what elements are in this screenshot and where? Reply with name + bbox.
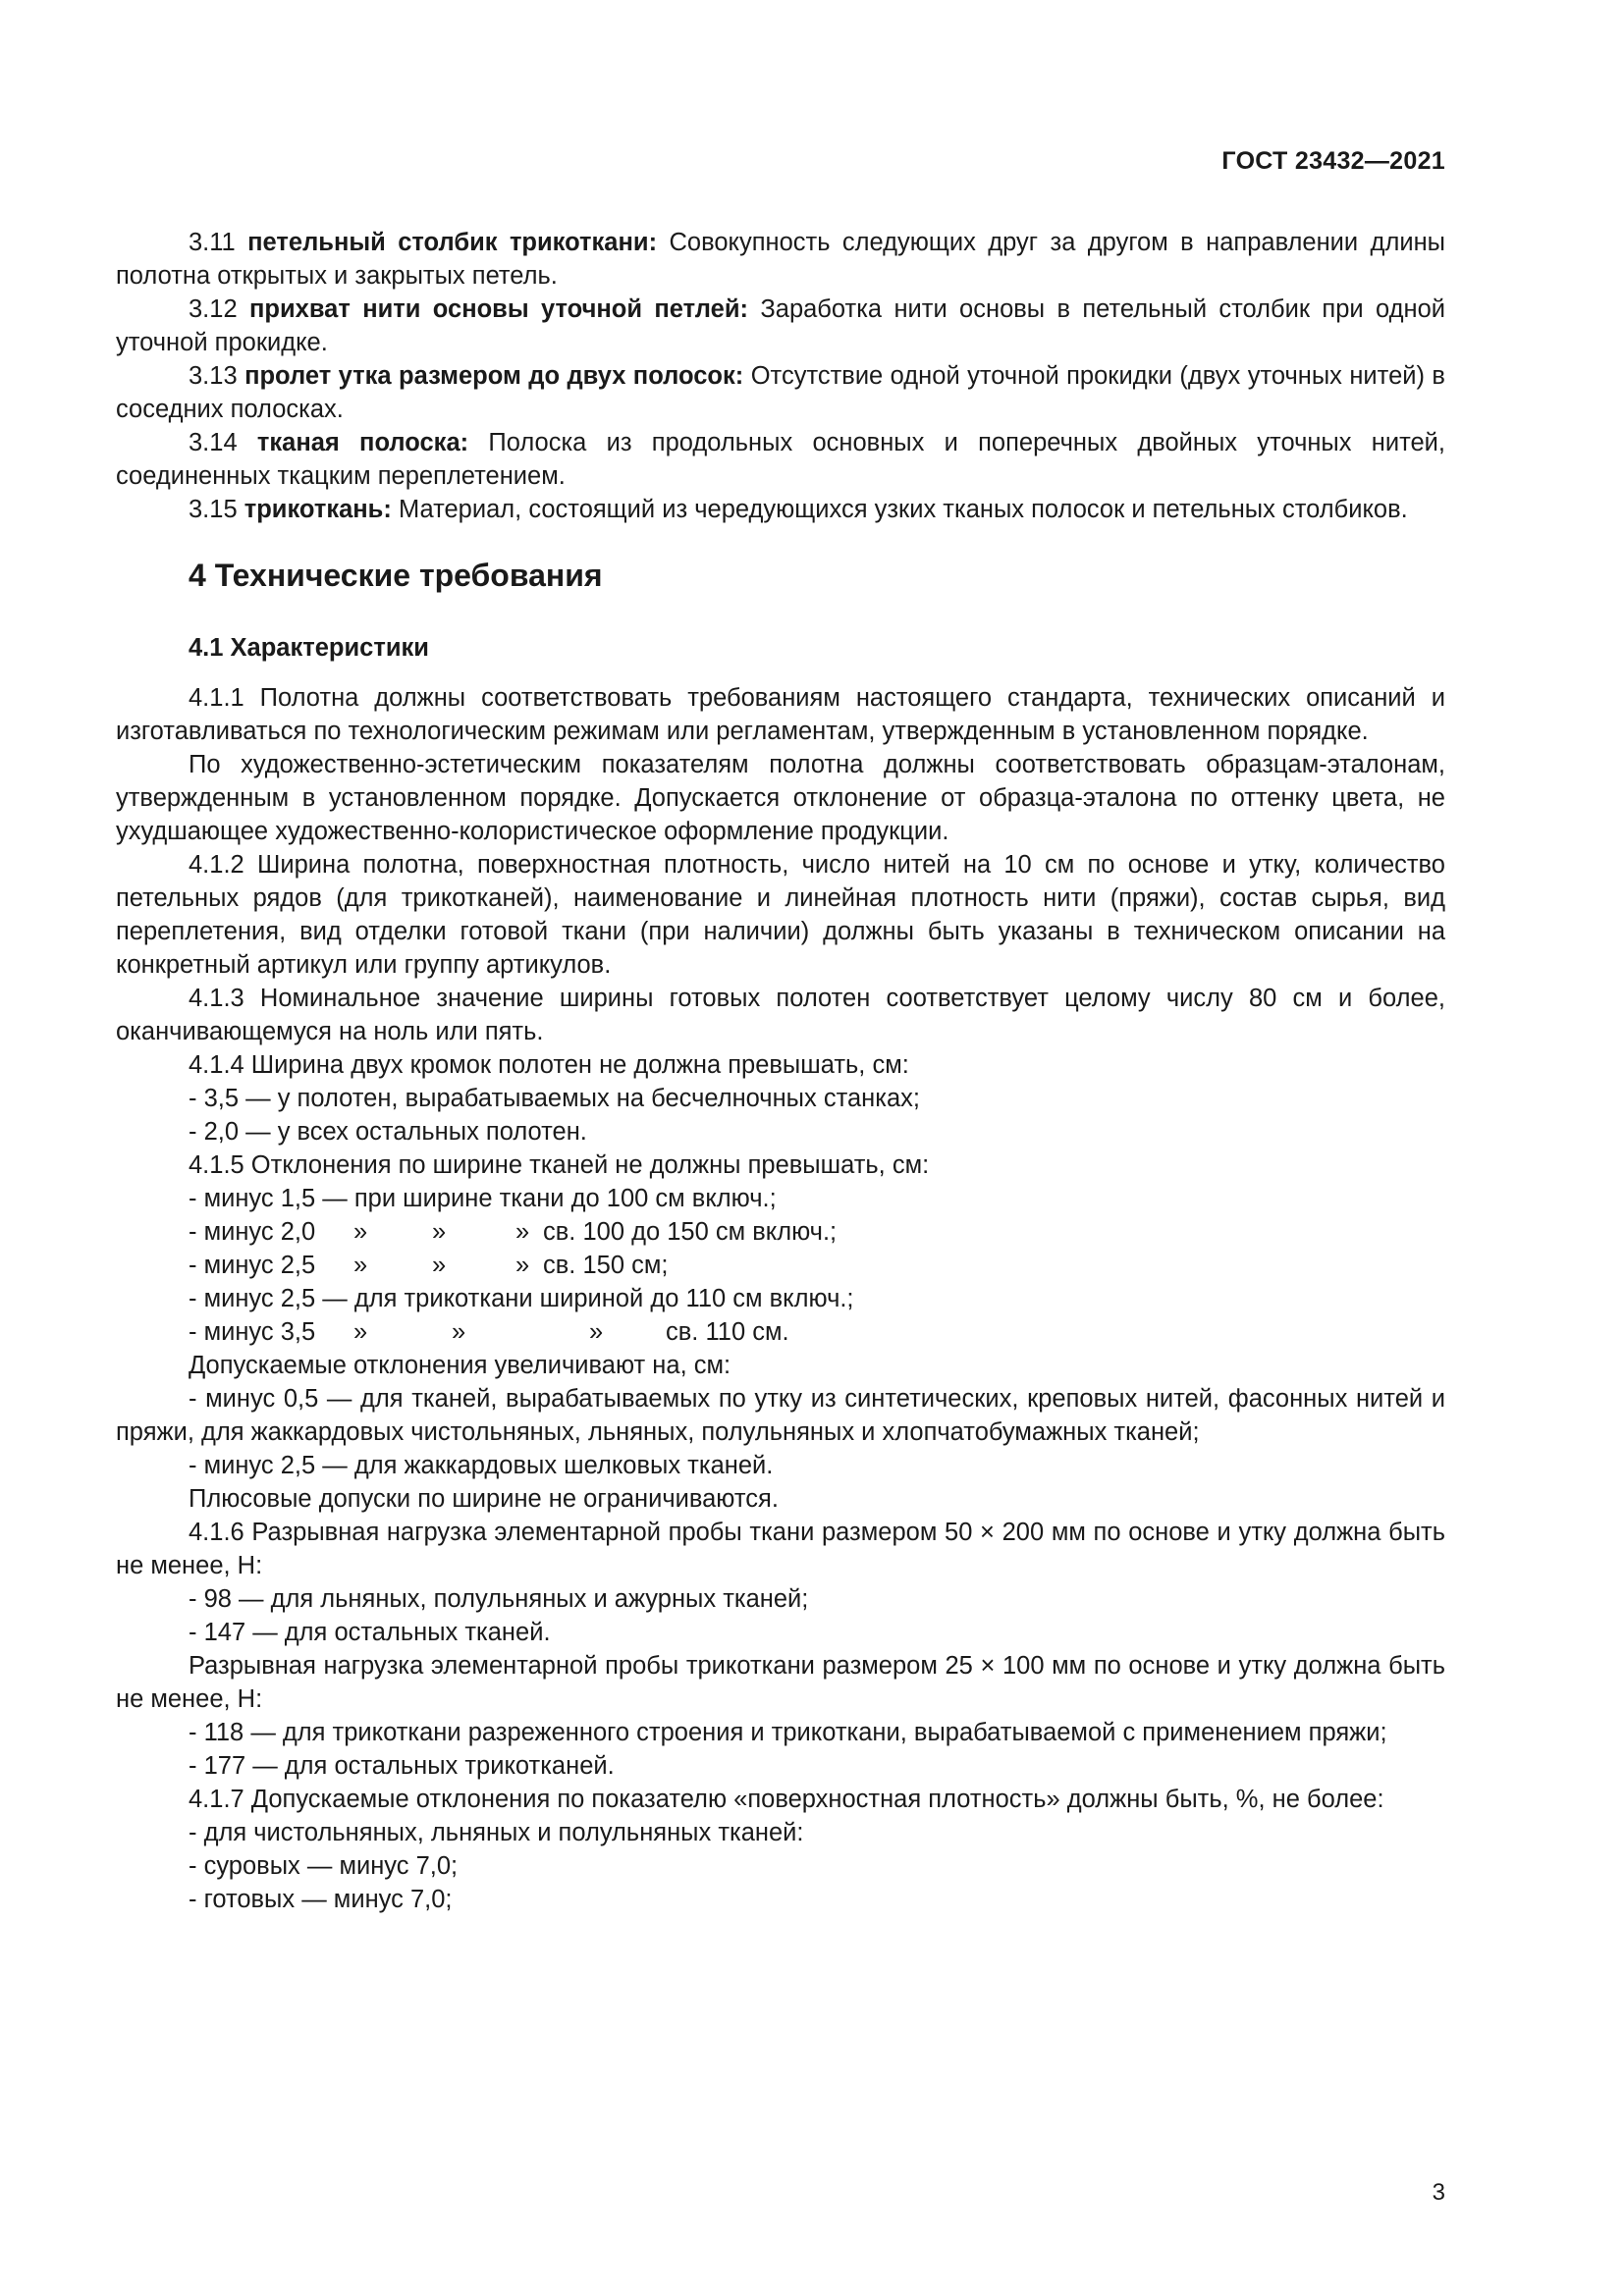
list-item: - суровых — минус 7,0;: [189, 1852, 459, 1880]
paragraph-4-1-1-b: По художественно-эстетическим показателям полотна должны соответствовать образцам-эталонам, утвержденным в установленном порядке. Допускается отклонение от образца-эталона по оттенку цвета, не ухудшающее художественно-колористическое оформление продукции.: [116, 751, 1445, 845]
paragraph-text: Разрывная нагрузка элементарной пробы трикоткани размером 25 × 100 мм по основе и утку должна быть не менее, Н:: [116, 1652, 1445, 1713]
document-body: [116, 226, 1445, 1916]
paragraph-4-1-1: 4.1.1 Полотна должны соответствовать требованиям настоящего стандарта, технических описаний и изготавливаться по технологическим режимам или регламентам, утвержденным в установленном порядке.: [116, 684, 1445, 745]
list-item: - 118 — для трикоткани разреженного строения и трикоткани, вырабатываемой с применением пряжи;: [189, 1719, 1387, 1746]
paragraph-4-1-2: 4.1.2 Ширина полотна, поверхностная плотность, число нитей на 10 см по основе и утку, количество петельных рядов (для трикотканей), наименование и линейная плотность нити (пряжи), состав сырья, вид переплетения, вид отделки готовой ткани (при наличии) должны быть указаны в техническом описании на конкретный артикул или группу артикулов.: [116, 851, 1445, 979]
tolerance-row: - минус 2,0 » » » св. 100 до 150 см включ.;: [189, 1218, 838, 1246]
definition-3-12: 3.12 прихват нити основы уточной петлей: Заработка нити основы в петельный столбик при одной уточной прокидке.: [116, 295, 1445, 356]
subsection-heading: 4.1 Характеристики: [189, 634, 429, 662]
list-item: - 3,5 — у полотен, вырабатываемых на бесчелночных станках;: [189, 1085, 920, 1112]
list-item: - готовых — минус 7,0;: [189, 1886, 453, 1913]
definition-term: петельный столбик трикоткани:: [247, 229, 658, 256]
definition-3-11: 3.11 петельный столбик трикоткани: Совокупность следующих друг за другом в направлении длины полотна открытых и закрытых петель.: [116, 229, 1445, 290]
paragraph-text: Допускаемые отклонения увеличивают на, см:: [189, 1352, 731, 1379]
list-item: - минус 2,5 — для жаккардовых шелковых тканей.: [189, 1452, 774, 1479]
definition-term: прихват нити основы уточной петлей:: [249, 295, 748, 323]
standard-header: ГОСТ 23432—2021: [1221, 147, 1445, 175]
list-item: - минус 2,5 — для трикоткани шириной до 110 см включ.;: [189, 1285, 854, 1312]
paragraph-4-1-3: 4.1.3 Номинальное значение ширины готовых полотен соответствует целому числу 80 см и более, оканчивающемуся на ноль или пять.: [116, 985, 1445, 1045]
definition-term: пролет утка размером до двух полосок:: [244, 362, 744, 390]
paragraph-4-1-6: 4.1.6 Разрывная нагрузка элементарной пробы ткани размером 50 × 200 мм по основе и утку должна быть не менее, Н:: [116, 1519, 1445, 1579]
page-number: 3: [1432, 2179, 1445, 2206]
tolerance-row: - минус 3,5 » » » св. 110 см.: [189, 1318, 789, 1346]
paragraph-4-1-7: 4.1.7 Допускаемые отклонения по показателю «поверхностная плотность» должны быть, %, не более:: [189, 1786, 1384, 1813]
paragraph-text: Плюсовые допуски по ширине не ограничиваются.: [189, 1485, 779, 1513]
paragraph-4-1-5: 4.1.5 Отклонения по ширине тканей не должны превышать, см:: [189, 1151, 930, 1179]
paragraph-4-1-4: 4.1.4 Ширина двух кромок полотен не должна превышать, см:: [189, 1051, 909, 1079]
list-item: - минус 1,5 — при ширине ткани до 100 см включ.;: [189, 1185, 777, 1212]
list-item: - 98 — для льняных, полульняных и ажурных тканей;: [189, 1585, 809, 1613]
definition-term: тканая полоска:: [256, 429, 469, 456]
definition-3-13: 3.13 пролет утка размером до двух полосок: Отсутствие одной уточной прокидки (двух уточных нитей) в соседних полосках.: [116, 362, 1445, 423]
list-item: - 147 — для остальных тканей.: [189, 1619, 551, 1646]
definition-term: трикоткань:: [244, 496, 392, 523]
list-item: - 2,0 — у всех остальных полотен.: [189, 1118, 587, 1146]
tolerance-row: - минус 2,5 » » » св. 150 см;: [189, 1252, 669, 1279]
list-item: - 177 — для остальных трикотканей.: [189, 1752, 615, 1780]
definition-3-15: 3.15 трикоткань: Материал, состоящий из чередующихся узких тканых полосок и петельных столбиков.: [189, 496, 1408, 523]
list-item: - для чистольняных, льняных и полульняных тканей:: [189, 1819, 804, 1846]
definition-3-14: 3.14 тканая полоска: Полоска из продольных основных и поперечных двойных уточных нитей, соединенных ткацким переплетением.: [116, 429, 1445, 490]
section-heading: 4 Технические требования: [189, 558, 603, 593]
list-item: - минус 0,5 — для тканей, вырабатываемых по утку из синтетических, креповых нитей, фасонных нитей и пряжи, для жаккардовых чистольняных, льняных, полульняных и хлопчатобумажных тканей;: [116, 1385, 1445, 1446]
